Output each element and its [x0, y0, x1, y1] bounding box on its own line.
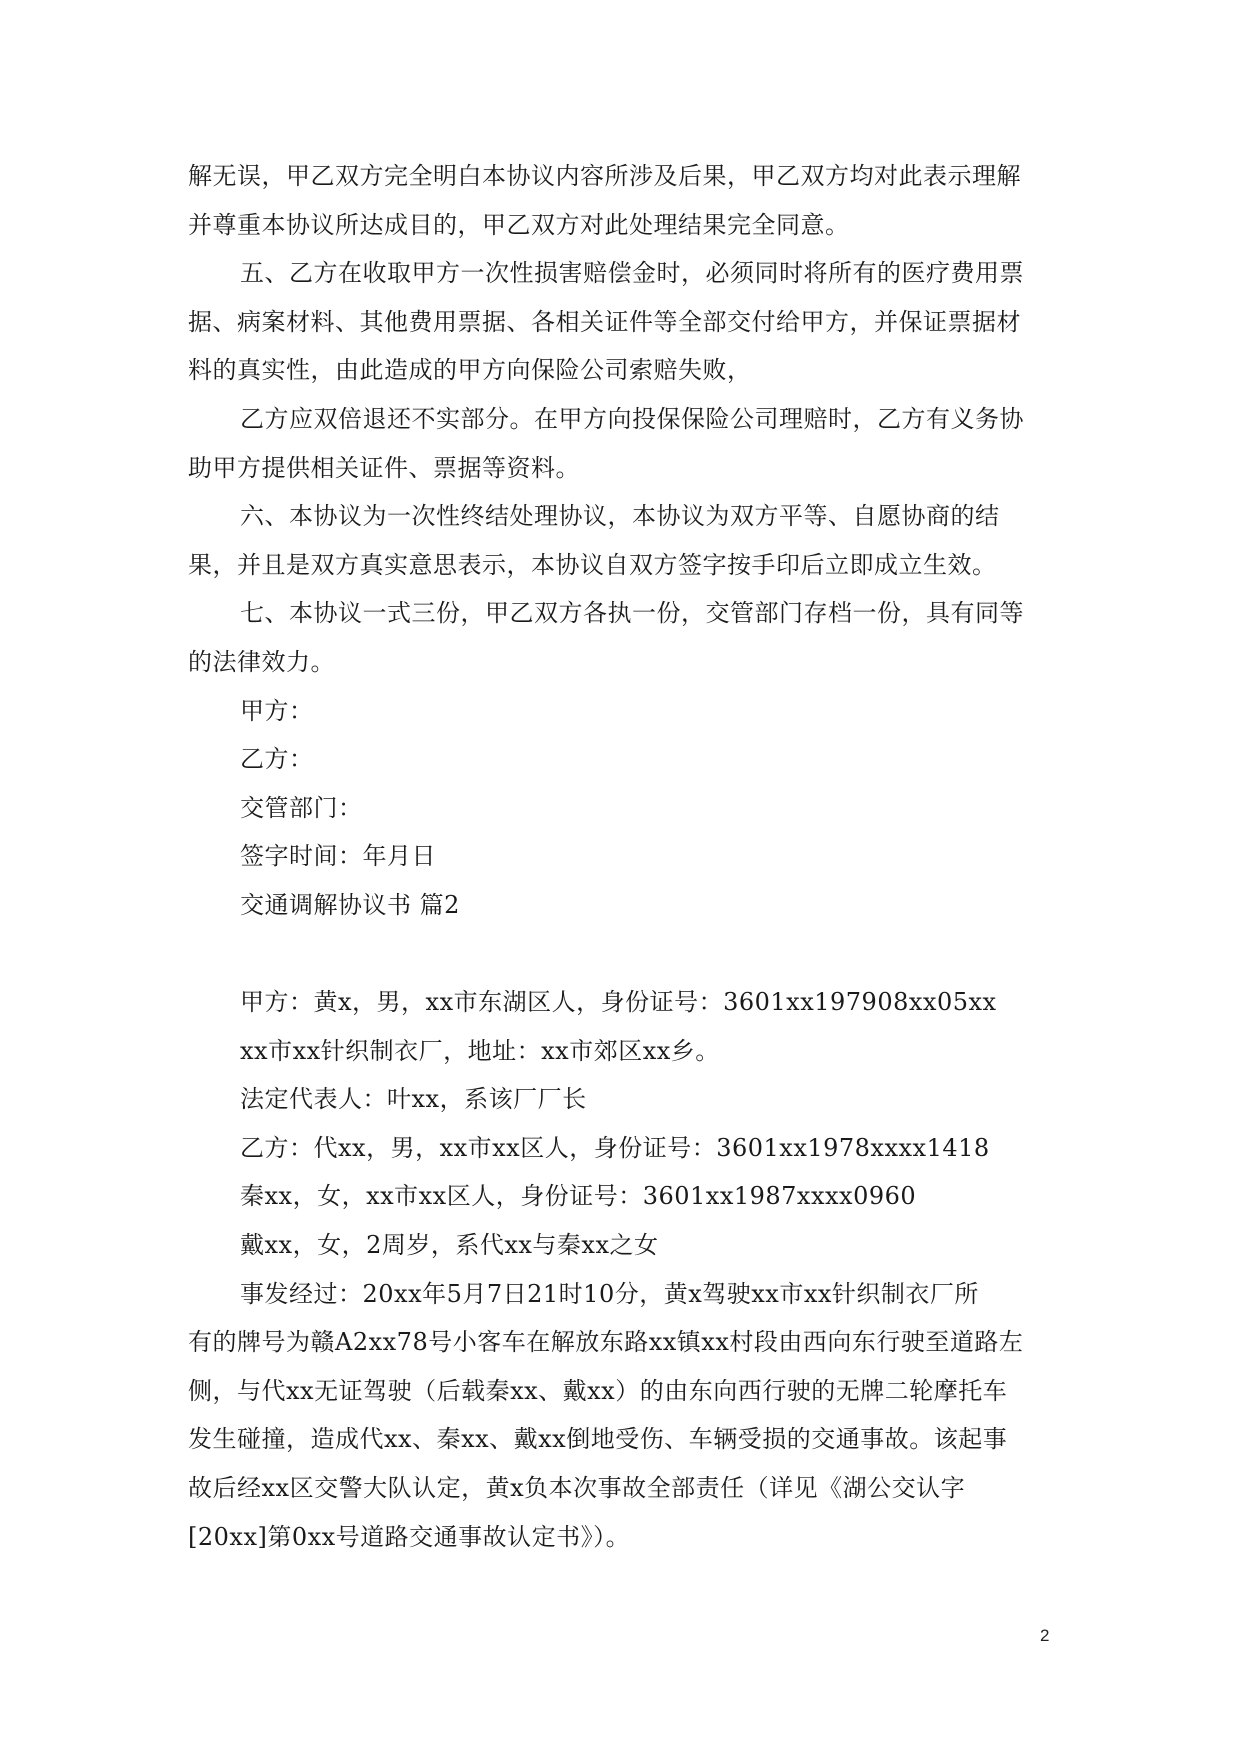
text-line: 事发经过：20xx年5月7日21时10分，黄x驾驶xx市xx针织制衣厂所	[240, 1279, 979, 1308]
text-line: 乙方应双倍退还不实部分。在甲方向投保保险公司理赔时，乙方有义务协	[240, 404, 1024, 433]
blank-line	[188, 930, 1050, 979]
text-line: 六、本协议为一次性终结处理协议，本协议为双方平等、自愿协商的结	[240, 502, 1000, 531]
text-line: 甲方：黄x，男，xx市东湖区人，身份证号：3601xx197908xx05xx	[240, 988, 997, 1017]
text-line: 签字时间：年月日	[240, 842, 436, 871]
text-line: 的法律效力。	[188, 647, 335, 676]
text-line: 五、乙方在收取甲方一次性损害赔偿金时，必须同时将所有的医疗费用票	[240, 259, 1024, 288]
text-line: 并尊重本协议所达成目的，甲乙双方对此处理结果完全同意。	[188, 210, 850, 239]
text-line: 果，并且是双方真实意思表示，本协议自双方签字按手印后立即成立生效。	[188, 550, 997, 579]
text-line: 故后经xx区交警大队认定，黄x负本次事故全部责任（详见《湖公交认字	[188, 1474, 966, 1503]
text-line: 据、病案材料、其他费用票据、各相关证件等全部交付给甲方，并保证票据材	[188, 307, 1021, 336]
text-line: 乙方：	[240, 745, 314, 774]
text-line: 秦xx，女，xx市xx区人，身份证号：3601xx1987xxxx0960	[240, 1182, 917, 1211]
text-line: 交通调解协议书 篇2	[240, 890, 460, 919]
page-number: 2	[1040, 1626, 1050, 1645]
text-line: 甲方：	[240, 696, 314, 725]
text-line: 助甲方提供相关证件、票据等资料。	[188, 453, 580, 482]
text-line: 解无误，甲乙双方完全明白本协议内容所涉及后果，甲乙双方均对此表示理解	[188, 162, 1021, 190]
text-line: 七、本协议一式三份，甲乙双方各执一份，交管部门存档一份，具有同等	[240, 599, 1024, 628]
text-line: 料的真实性，由此造成的甲方向保险公司索赔失败，	[188, 356, 752, 385]
text-line: 戴xx，女，2周岁，系代xx与秦xx之女	[240, 1231, 659, 1260]
document-body	[188, 152, 1050, 1561]
text-line: xx市xx针织制衣厂，地址：xx市郊区xx乡。	[240, 1036, 720, 1065]
text-line: 法定代表人：叶xx，系该厂厂长	[240, 1085, 587, 1114]
text-line: 有的牌号为赣A2xx78号小客车在解放东路xx镇xx村段由西向东行驶至道路左	[188, 1328, 1024, 1357]
text-line: 交管部门：	[240, 793, 363, 822]
text-line: [20xx]第0xx号道路交通事故认定书》）。	[188, 1522, 631, 1551]
text-line: 乙方：代xx，男，xx市xx区人，身份证号：3601xx1978xxxx1418	[240, 1133, 990, 1162]
text-line: 发生碰撞，造成代xx、秦xx、戴xx倒地受伤、车辆受损的交通事故。该起事	[188, 1425, 1008, 1454]
text-line: 侧，与代xx无证驾驶（后载秦xx、戴xx）的由东向西行驶的无牌二轮摩托车	[188, 1376, 1008, 1405]
